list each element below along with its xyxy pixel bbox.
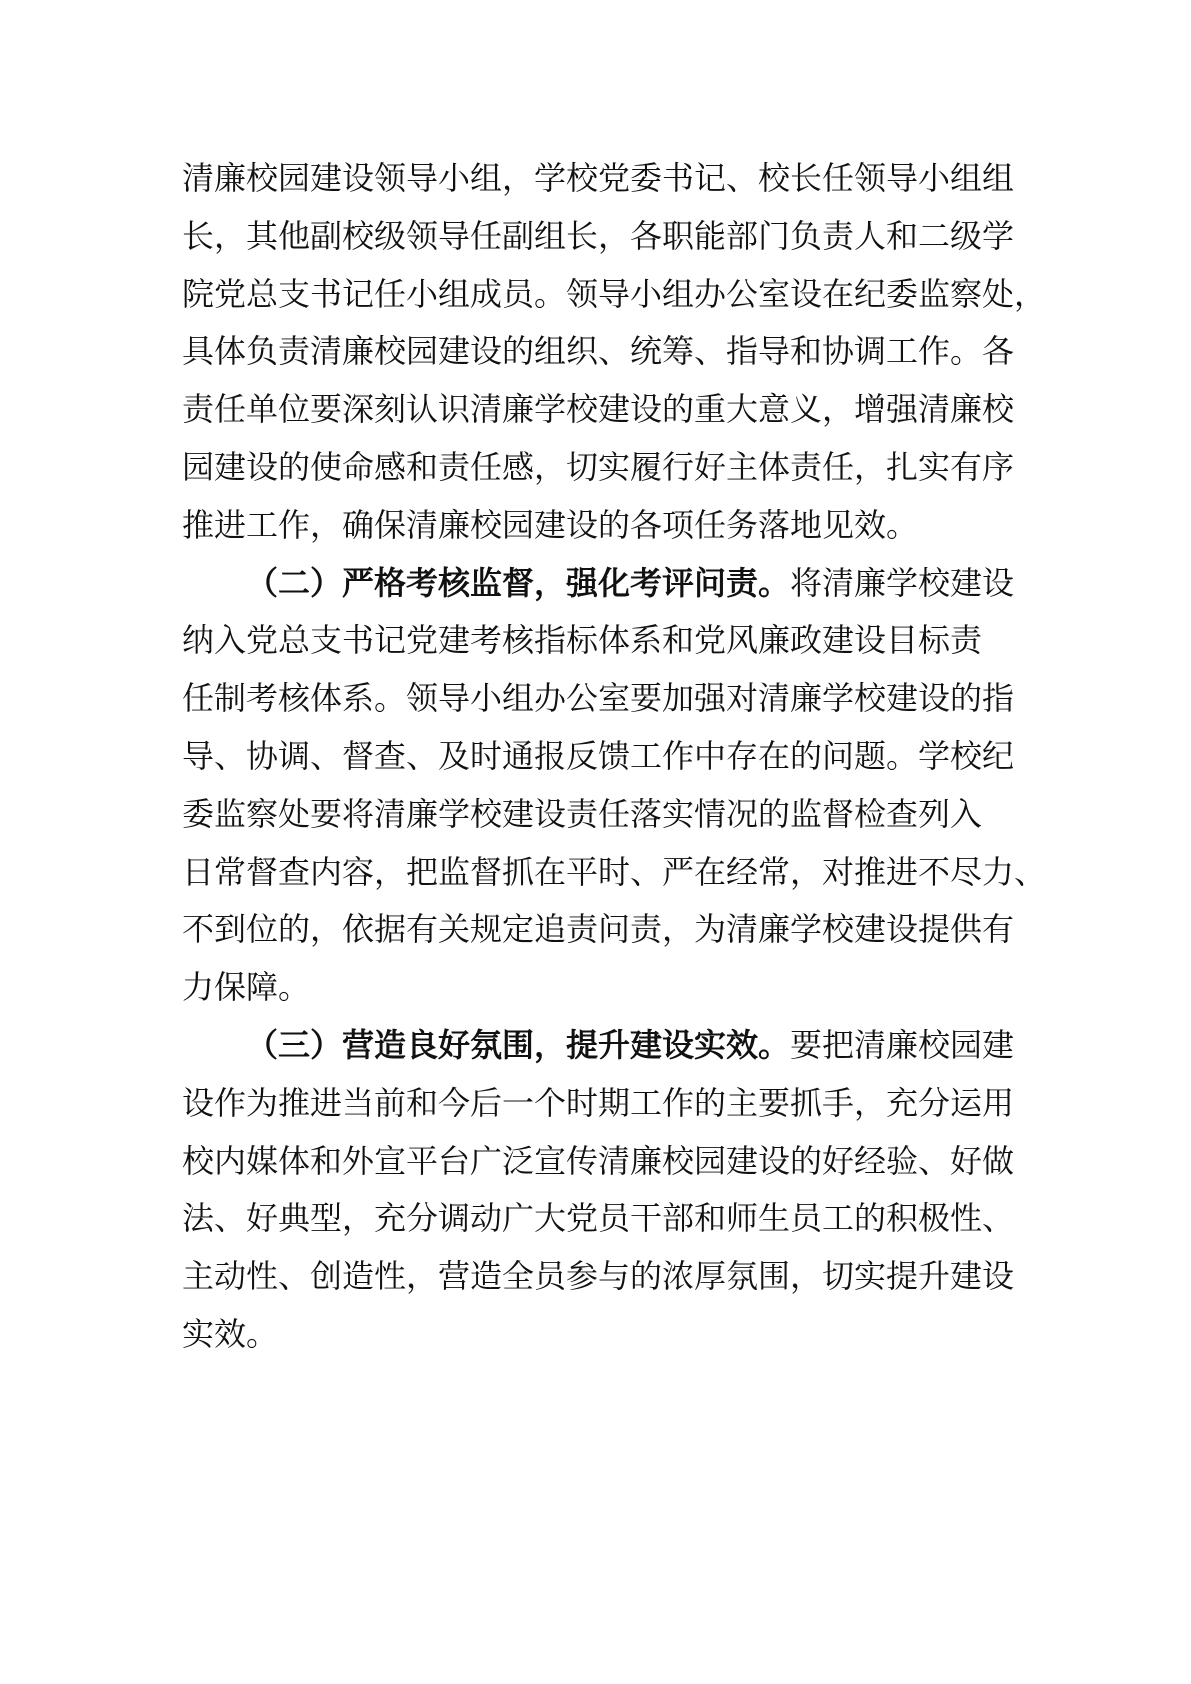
paragraph-leadership bbox=[182, 150, 1047, 555]
text-line-first bbox=[182, 1017, 1022, 1075]
text-line: 校内媒体和外宣平台广泛宣传清廉校园建设的好经验、好做 bbox=[182, 1141, 1015, 1180]
text-line: 实效。 bbox=[182, 1314, 279, 1353]
text-run: 将清廉学校建设 bbox=[790, 563, 1015, 602]
text-line-first bbox=[182, 555, 1022, 613]
text-run: 要把清廉校园建 bbox=[790, 1025, 1015, 1064]
text-line: 纳入党总支书记党建考核指标体系和党风廉政建设目标责 bbox=[182, 621, 983, 660]
text-line: 力保障。 bbox=[182, 968, 311, 1007]
text-line: 园建设的使命感和责任感，切实履行好主体责任，扎实有序 bbox=[182, 447, 1015, 486]
text-line: 设作为推进当前和今后一个时期工作的主要抓手，充分运用 bbox=[182, 1083, 1015, 1122]
text-line: 推进工作，确保清廉校园建设的各项任务落地见效。 bbox=[182, 505, 919, 544]
text-line: 委监察处要将清廉学校建设责任落实情况的监督检查列入 bbox=[182, 794, 983, 833]
text-line: 日常督查内容，把监督抓在平时、严在经常，对推进不尽力、 bbox=[182, 852, 1047, 891]
paragraph-atmosphere bbox=[182, 1017, 1022, 1364]
text-line: 不到位的，依据有关规定追责问责，为清廉学校建设提供有 bbox=[182, 910, 1015, 949]
text-line: 责任单位要深刻认识清廉学校建设的重大意义，增强清廉校 bbox=[182, 390, 1015, 429]
text-line: 任制考核体系。领导小组办公室要加强对清廉学校建设的指 bbox=[182, 679, 1015, 718]
text-line: 法、好典型，充分调动广大党员干部和师生员工的积极性、 bbox=[182, 1199, 1015, 1238]
document-body bbox=[182, 150, 1047, 1364]
paragraph-assessment bbox=[182, 555, 1047, 1017]
text-line: 导、协调、督查、及时通报反馈工作中存在的问题。学校纪 bbox=[182, 736, 1015, 775]
text-line: 具体负责清廉校园建设的组织、统筹、指导和协调工作。各 bbox=[182, 332, 1015, 371]
section-heading: （二）严格考核监督，强化考评问责。 bbox=[246, 563, 791, 602]
text-line: 长，其他副校级领导任副组长，各职能部门负责人和二级学 bbox=[182, 216, 1015, 255]
text-line: 清廉校园建设领导小组，学校党委书记、校长任领导小组组 bbox=[182, 159, 1015, 197]
text-line: 院党总支书记任小组成员。领导小组办公室设在纪委监察处， bbox=[182, 274, 1047, 313]
section-heading: （三）营造良好氛围，提升建设实效。 bbox=[246, 1025, 791, 1064]
text-line: 主动性、创造性，营造全员参与的浓厚氛围，切实提升建设 bbox=[182, 1257, 1015, 1296]
